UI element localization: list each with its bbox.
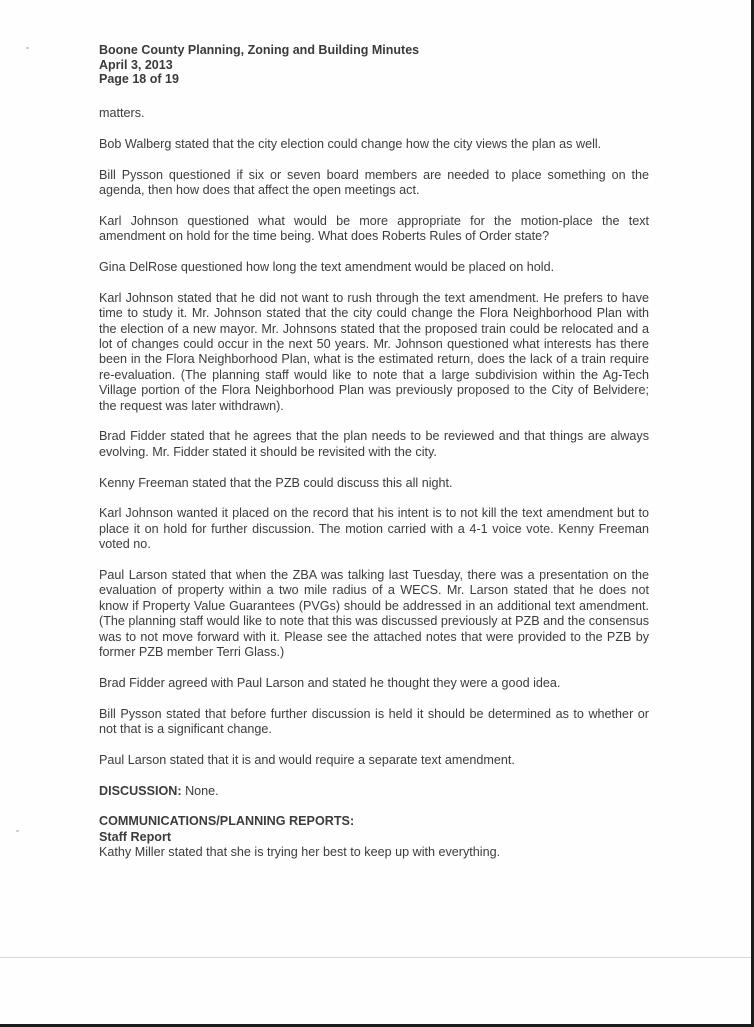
header-title: Boone County Planning, Zoning and Building Minutes [99,43,420,57]
paragraph: matters. [99,106,145,120]
staff-report-text: Kathy Miller stated that she is trying her best to keep up with everything. [99,845,501,860]
paragraph: Paul Larson stated that it is and would require a separate text amendment. [99,752,515,767]
paragraph: Brad Fidder stated that he agrees that the plan needs to be reviewed and that things are always evolving. Mr. Fidder stated it should be revisited with the city. [99,429,649,459]
communications-heading: COMMUNICATIONS/PLANNING REPORTS: [99,814,355,829]
paragraph: Gina DelRose questioned how long the text amendment would be placed on hold. [99,260,555,274]
header-date: April 3, 2013 [99,57,173,72]
minutes-body [99,106,649,861]
header-page-number: Page 18 of 19 [99,72,179,86]
footer-divider [0,957,751,958]
staff-report-subheading: Staff Report [99,829,172,844]
paragraph: Karl Johnson questioned what would be more appropriate for the motion-place the text amendment on hold for the time being. What does Roberts Rules of Order state? [99,213,649,244]
paragraph: Brad Fidder agreed with Paul Larson and stated he thought they were a good idea. [99,675,561,690]
discussion-label: DISCUSSION: [99,783,182,798]
paragraph: Bill Pysson stated that before further discussion is held it should be determined as to whether or not that is a significant change. [99,706,649,737]
communications-section [99,814,649,860]
paragraph: Kenny Freeman stated that the PZB could discuss this all night. [99,475,453,490]
paragraph: Bill Pysson questioned if six or seven board members are needed to place something on the agenda, then how does that affect the open meetings act. [99,167,649,197]
paragraph: Bob Walberg stated that the city election could change how the city views the plan as well. [99,136,602,151]
scan-speck [16,830,19,832]
scan-speck [26,47,29,49]
paragraph: Karl Johnson stated that he did not want to rush through the text amendment. He prefers to have time to study it. Mr. Johnson stated that the city could change the Flora Neighborhood Plan with the election of a new mayor. Mr. Johnsons stated that the proposed train could be relocated and a lot of changes could occur in the next 50 years. Mr. Johnson questioned what interests has there been in the Flora Neighborhood Plan, what is the estimated return, does the lack of a train require re-evaluation. (The planning staff would like to note that a large subdivision within the Ag-Tech Village portion of the Flora Neighborhood Plan was previously proposed to the City of Belvidere; the request was later withdrawn). [99,290,649,413]
discussion-section [99,784,649,799]
discussion-text: None. [181,783,219,798]
paragraph: Paul Larson stated that when the ZBA was talking last Tuesday, there was a presentation on the evaluation of property within a two mile radius of a WECS. Mr. Larson stated that he does not know if Property Value Guarantees (PVGs) should be addressed in an additional text amendment. (The planning staff would like to note that this was discussed previously at PZB and the consensus was to not move forward with it. Please see the attached notes that were provided to the PZB by former PZB member Terri Glass.) [99,568,649,660]
page-header [99,43,419,87]
paragraph: Karl Johnson wanted it placed on the record that his intent is to not kill the text amendment but to place it on hold for further discussion. The motion carried with a 4-1 voice vote. Kenny Freeman voted no. [99,506,649,552]
